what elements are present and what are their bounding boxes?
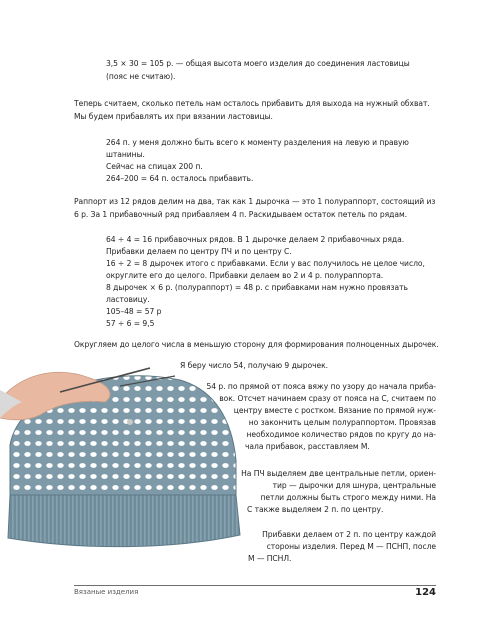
- page-number: 124: [415, 587, 436, 598]
- text-line: С также выделяем 2 п. по центру.: [247, 505, 384, 514]
- calc-line: штанины.: [106, 150, 145, 159]
- calc-line: округлите его до целого. Прибавки делаем во 2 и 4 р. полураппорта.: [106, 271, 384, 280]
- text-line: тир — дырочки для шнура, центральные: [272, 481, 436, 490]
- text-line: петли должны быть строго между ними. На: [260, 493, 436, 502]
- paragraph-rapport: Раппорт из 12 рядов делим на два, так как 1 дырочка — это 1 полураппорт, состоящий из 6 р. За 1 прибавочный ряд прибавляем 4 п. Раскидываем остаток петель по рядам.: [74, 197, 436, 219]
- text-line: центру вместе с ростком. Вязание по прямой нуж-: [233, 406, 436, 415]
- footer-section-title: Вязаные изделия: [74, 588, 139, 596]
- calc-line: 16 ÷ 2 = 8 дырочек итого с прибавками. Если у вас получилось не целое число,: [106, 259, 425, 268]
- calc-line: Сейчас на спицах 200 п.: [106, 162, 203, 171]
- calc-line: 264 п. у меня должно быть всего к моменту разделения на левую и правую: [106, 138, 409, 147]
- calc-line: 8 дырочек × 6 р. (полураппорт) = 48 р. с прибавками нам нужно провязать: [106, 283, 408, 292]
- text-line: стороны изделия. Перед М — ПСНП, после: [266, 542, 436, 551]
- text-line: необходимое количество рядов по кругу до на-: [246, 430, 436, 439]
- footer-divider: [74, 585, 436, 586]
- text-line: 54 р. по прямой от пояса вяжу по узору до начала приба-: [206, 382, 436, 391]
- paragraph-round: Округляем до целого числа в меньшую сторону для формирования полноценных дырочек.: [74, 340, 439, 349]
- calc-line: Прибавки делаем по центру ПЧ и по центру С.: [106, 247, 292, 256]
- text-line: вок. Отсчет начинаем сразу от пояса на С, считаем по: [219, 394, 436, 403]
- text-line: М — ПСНЛ.: [248, 554, 292, 563]
- text-line: На ПЧ выделяем две центральные петли, ориен-: [241, 469, 436, 478]
- calc-line: 64 ÷ 4 = 16 прибавочных рядов. В 1 дырочке делаем 2 прибавочных ряда.: [106, 235, 405, 244]
- take-number-line: Я беру число 54, получаю 9 дырочек.: [180, 361, 329, 370]
- calc-line: 105–48 = 57 р: [106, 307, 162, 316]
- calc-line: 57 ÷ 6 = 9,5: [106, 319, 155, 328]
- text-line: чала прибавок, расставляем М.: [245, 442, 370, 451]
- calc-line: ластовицу.: [106, 295, 150, 304]
- calc-line: 264–200 = 64 п. осталось прибавить.: [106, 174, 254, 183]
- calc-height-text: 3,5 × 30 = 105 р. — общая высота моего изделия до соединения ластовицы (пояс не считаю).: [106, 59, 410, 81]
- paragraph-count: Теперь считаем, сколько петель нам осталось прибавить для выхода на нужный обхват. Мы будем прибавлять их при вязании ластовицы.: [74, 99, 430, 121]
- text-line: но закончить целым полураппортом. Провязав: [248, 418, 436, 427]
- text-line: Прибавки делаем от 2 п. по центру каждой: [262, 530, 436, 539]
